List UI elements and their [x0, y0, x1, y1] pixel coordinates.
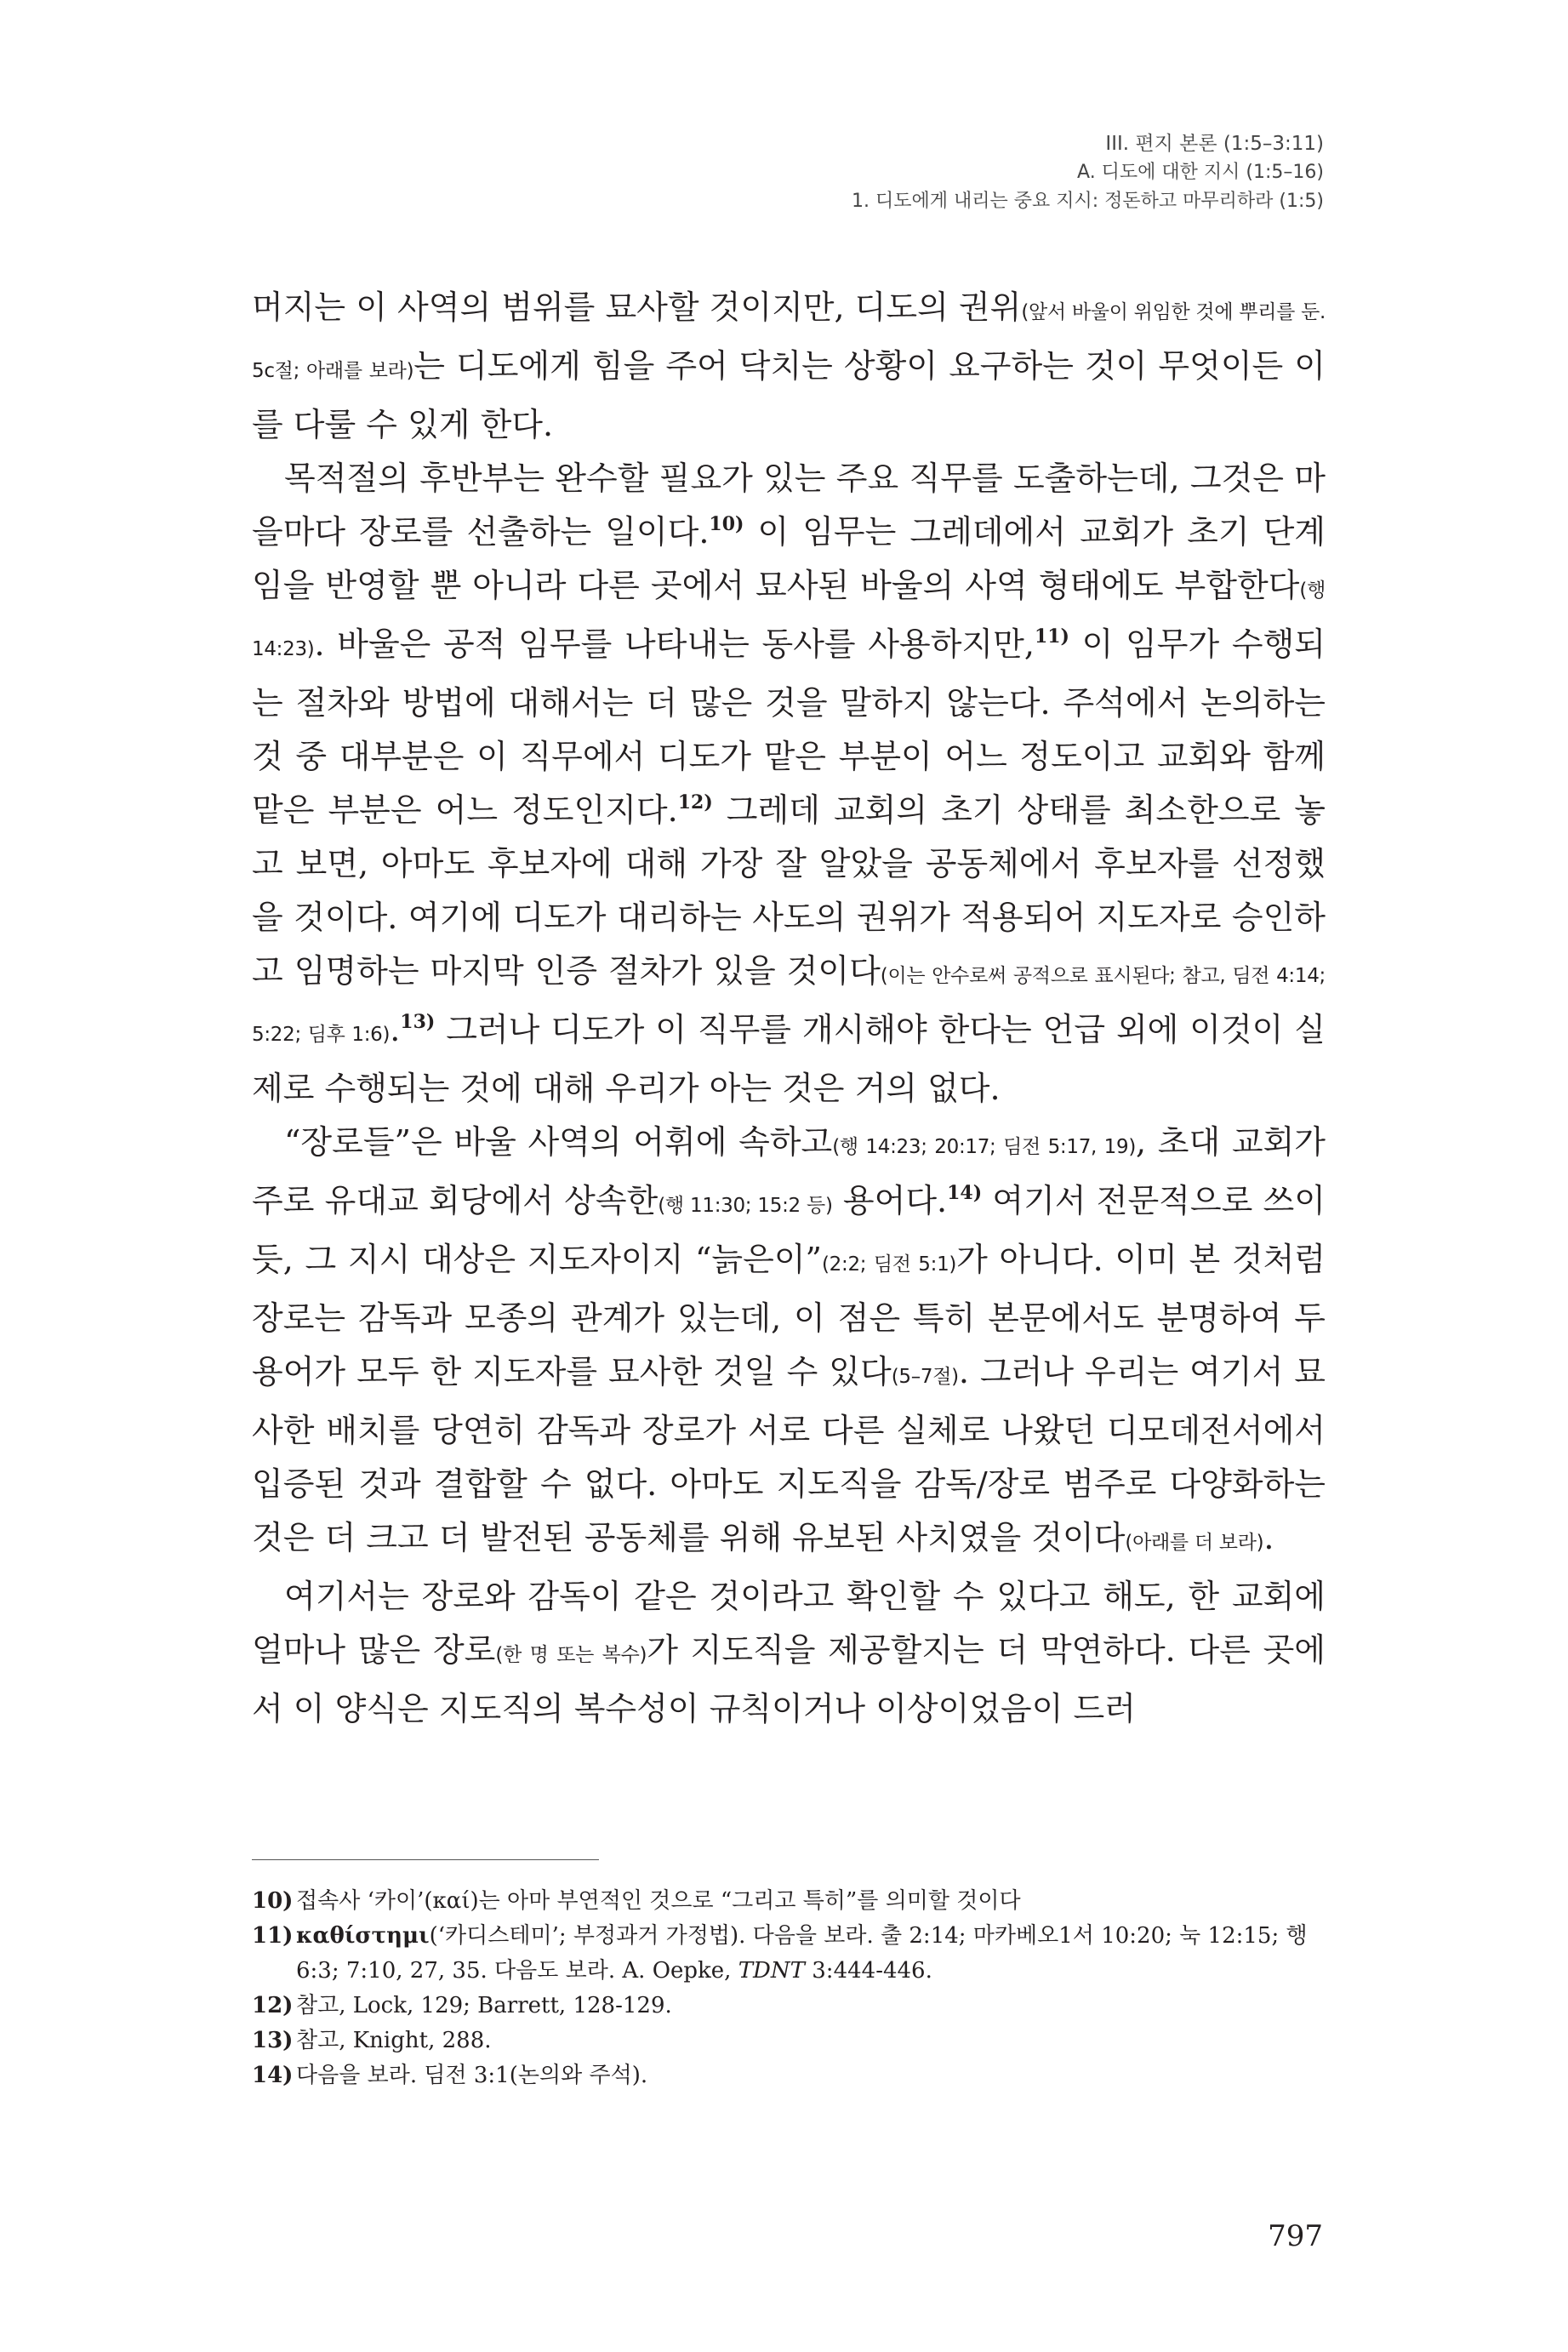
text: 용어다.	[832, 1182, 948, 1219]
text: 그레데 교회의 초기 상태를 최소한으로 놓고 보면, 아마도 후보자에 대해 가장 잘 알았을 공동체에서 후보자를 선정했을 것이다. 여기에 디도가 대리하는 사도의 권위가 적용되어 지도자로 승인하고 임명하는 마지막 인증 절차가 있을 것이다	[252, 791, 1326, 990]
footnote-number: 14)	[252, 2063, 294, 2088]
text: . 바울은 공적 임무를 나타내는 동사를 사용하지만,	[314, 625, 1035, 663]
running-head-part: III. 편지 본론 (1:5–3:11)	[1105, 133, 1324, 155]
parenthetical: (5–7절)	[891, 1366, 959, 1388]
running-head	[473, 129, 1324, 216]
footnote-text: 참고, Lock, 129; Barrett, 128-129.	[296, 1993, 672, 2018]
footnote-text: 접속사 ‘카이’(καί)는 아마 부연적인 것으로 “그리고 특히”를 의미할 것이다	[296, 1888, 1021, 1914]
footnote-ref-13[interactable]: 13)	[400, 1011, 436, 1033]
text: 가 아니다. 이미 본 것처럼 장로는 감독과 모종의 관계가 있는데, 이 점은 특히 본문에서도 분명하여 두 용어가 모두 한 지도자를 묘사한 것일 수 있다	[252, 1241, 1326, 1390]
paragraph-4	[252, 1570, 1326, 1736]
parenthetical: (행 11:30; 15:2 등)	[658, 1195, 833, 1217]
text: 이 임무가 수행되는 절차와 방법에 대해서는 더 많은 것을 말하지 않는다. 주석에서 논의하는 것 중 대부분은 이 직무에서 디도가 맡은 부분이 어느 정도이고 교회와 함께 맡은 부분은 어느 정도인지다.	[252, 625, 1326, 829]
text: . 그러나 우리는 여기서 묘사한 배치를 당연히 감독과 장로가 서로 다른 실체로 나왔던 디모데전서에서 입증된 것과 결합할 수 없다. 아마도 지도직을 감독/장로 범주로 다양화하는 것은 더 크고 더 발전된 공동체를 위해 유보된 사치였을 것이다	[252, 1353, 1326, 1556]
text: 여기서는 장로와 감독이 같은 것이라고 확인할 수 있다고 해도, 한 교회에 얼마나 많은 장로	[252, 1578, 1326, 1669]
parenthetical: (아래를 더 보라)	[1125, 1532, 1264, 1554]
running-head-subsection: 1. 디도에게 내리는 중요 지시: 정돈하고 마무리하라 (1:5)	[852, 191, 1324, 212]
parenthetical: (행 14:23)	[252, 579, 1326, 660]
footnote-number: 10)	[252, 1888, 294, 1914]
body-text	[252, 281, 1326, 1736]
text: .	[390, 1011, 401, 1048]
footnote-divider	[252, 1859, 599, 1860]
parenthetical: (이는 안수로써 공적으로 표시된다; 참고, 딤전 4:14; 5:22; 딤후 1:6)	[252, 965, 1326, 1046]
text: , 초대 교회가 주로 유대교 회당에서 상속한	[252, 1123, 1326, 1219]
text: .	[1263, 1519, 1274, 1556]
parenthetical: (행 14:23; 20:17; 딤전 5:17, 19)	[832, 1136, 1136, 1158]
parenthetical: (앞서 바울이 위임한 것에 뿌리를 둔. 5c절; 아래를 보라)	[252, 301, 1326, 382]
paragraph-2	[252, 452, 1326, 1116]
text: 3:444-446.	[805, 1958, 932, 1984]
footnote-10	[252, 1884, 1326, 1919]
paragraph-3	[252, 1116, 1326, 1570]
parenthetical: (한 명 또는 복수)	[495, 1644, 647, 1666]
text: 가 지도직을 제공할지는 더 막연하다. 다른 곳에서 이 양식은 지도직의 복수성이 규칙이거나 이상이었음이 드러	[252, 1631, 1326, 1727]
footnote-14	[252, 2058, 1326, 2093]
text: 목적절의 후반부는 완수할 필요가 있는 주요 직무를 도출하는데, 그것은 마을마다 장로를 선출하는 일이다.	[252, 460, 1326, 551]
running-head-section: A. 디도에 대한 지시 (1:5–16)	[1077, 162, 1324, 183]
footnotes	[252, 1884, 1326, 2093]
footnote-number: 11)	[252, 1923, 294, 1949]
footnote-number: 13)	[252, 2028, 294, 2053]
footnote-text: 다음을 보라. 딤전 3:1(논의와 주석).	[296, 2063, 648, 2088]
citation-title: TDNT	[738, 1958, 805, 1984]
text: 는 디도에게 힘을 주어 닥치는 상황이 요구하는 것이 무엇이든 이를 다룰 수 있게 한다.	[252, 347, 1326, 443]
footnote-text: 참고, Knight, 288.	[296, 2028, 492, 2053]
footnote-ref-14[interactable]: 14)	[947, 1182, 983, 1204]
footnote-text	[296, 1919, 1326, 1989]
parenthetical: (2:2; 딤전 5:1)	[821, 1253, 957, 1276]
footnote-number: 12)	[252, 1993, 294, 2018]
footnote-ref-12[interactable]: 12)	[677, 791, 713, 813]
text: 머지는 이 사역의 범위를 묘사할 것이지만, 디도의 권위	[252, 288, 1022, 326]
footnote-11	[252, 1919, 1326, 1989]
text: “장로들”은 바울 사역의 어휘에 속하고	[284, 1123, 833, 1161]
page-number: 797	[1268, 2219, 1323, 2253]
text: (‘카디스테미’; 부정과거 가정법). 다음을 보라. 출 2:14; 마카베오1서 10:20; 눅 12:15; 행 6:3; 7:10, 27, 35. 다음도 보라. A. Oepke,	[296, 1923, 1308, 1984]
footnote-12	[252, 1989, 1326, 2024]
paragraph-1	[252, 281, 1326, 452]
footnote-ref-10[interactable]: 10)	[709, 513, 744, 535]
footnote-ref-11[interactable]: 11)	[1034, 625, 1069, 648]
text: 이 임무는 그레데에서 교회가 초기 단계임을 반영할 뿐 아니라 다른 곳에서 묘사된 바울의 사역 형태에도 부합한다	[252, 513, 1326, 604]
greek-term: καθίστημι	[296, 1923, 430, 1949]
footnote-13	[252, 2024, 1326, 2058]
text: 그러나 디도가 이 직무를 개시해야 한다는 언급 외에 이것이 실제로 수행되는 것에 대해 우리가 아는 것은 거의 없다.	[252, 1011, 1326, 1107]
text: 여기서 전문적으로 쓰이듯, 그 지시 대상은 지도자이지 “늙은이”	[252, 1182, 1326, 1278]
